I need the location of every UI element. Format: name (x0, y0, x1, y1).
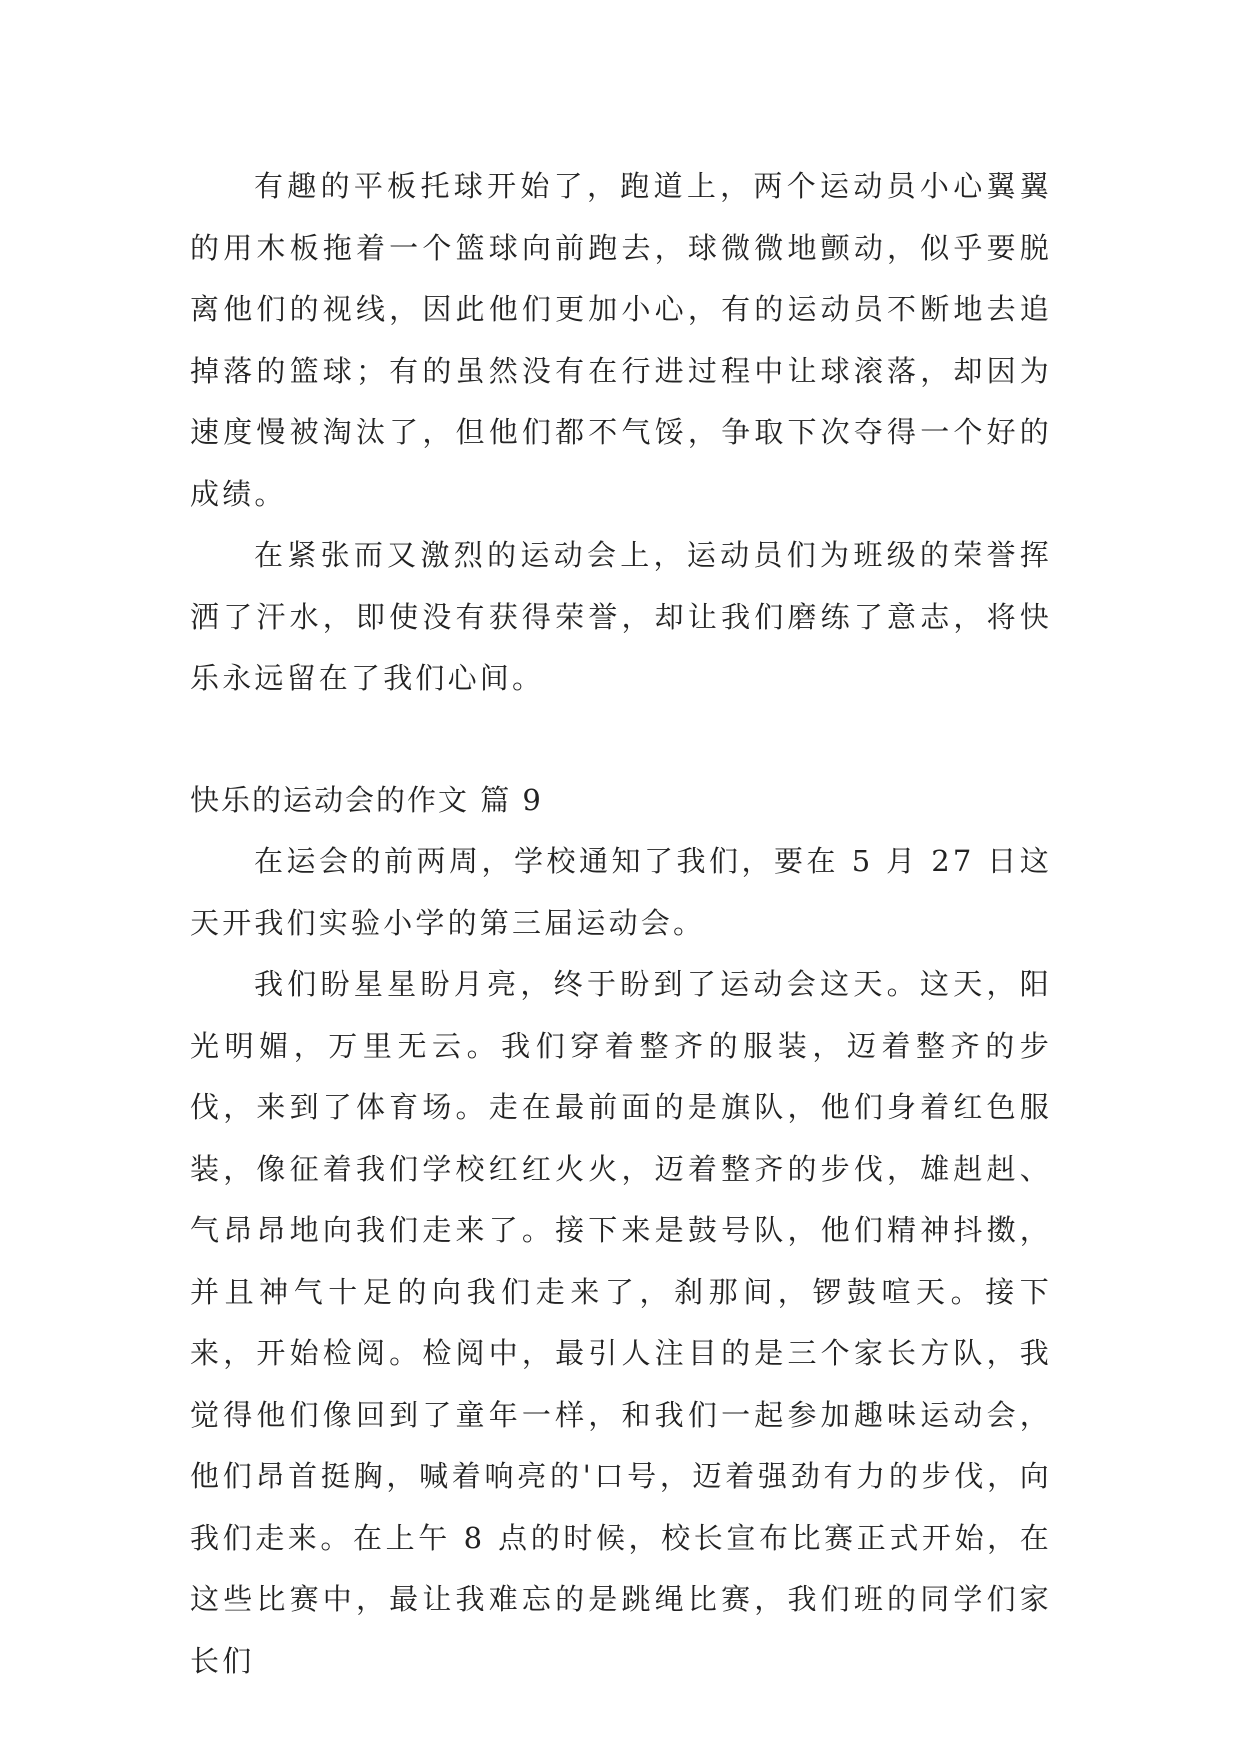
paragraph-announcement: 在运会的前两周，学校通知了我们，要在 5 月 27 日这天开我们实验小学的第三届运动会。 (190, 844, 1052, 940)
section-heading: 快乐的运动会的作文 篇 9 (190, 782, 543, 817)
paragraph-opening-ceremony: 我们盼星星盼月亮，终于盼到了运动会这天。这天，阳光明媚，万里无云。我们穿着整齐的服装，迈着整齐的步伐，来到了体育场。走在最前面的是旗队，他们身着红色服装，像征着我们学校红红火火，迈着整齐的步伐，雄赳赳、气昂昂地向我们走来了。接下来是鼓号队，他们精神抖擞，并且神气十足的向我们走来了，刹那间，锣鼓喧天。接下来，开始检阅。检阅中，最引人注目的是三个家长方队，我觉得他们像回到了童年一样，和我们一起参加趣味运动会，他们昂首挺胸，喊着响亮的'口号，迈着强劲有力的步伐，向我们走来。在上午 8 点的时候，校长宣布比赛正式开始，在这些比赛中，最让我难忘的是跳绳比赛，我们班的同学们家长们 (190, 967, 1052, 1678)
paragraph-conclusion: 在紧张而又激烈的运动会上，运动员们为班级的荣誉挥洒了汗水，即使没有获得荣誉，却让我们磨练了意志，将快乐永远留在了我们心间。 (190, 538, 1052, 695)
paragraph-ball-relay: 有趣的平板托球开始了，跑道上，两个运动员小心翼翼的用木板拖着一个篮球向前跑去，球微微地颤动，似乎要脱离他们的视线，因此他们更加小心，有的运动员不断地去追掉落的篮球；有的虽然没有在行进过程中让球滚落，却因为速度慢被淘汰了，但他们都不气馁，争取下次夺得一个好的成绩。 (190, 169, 1052, 511)
document-body (190, 156, 1052, 1692)
